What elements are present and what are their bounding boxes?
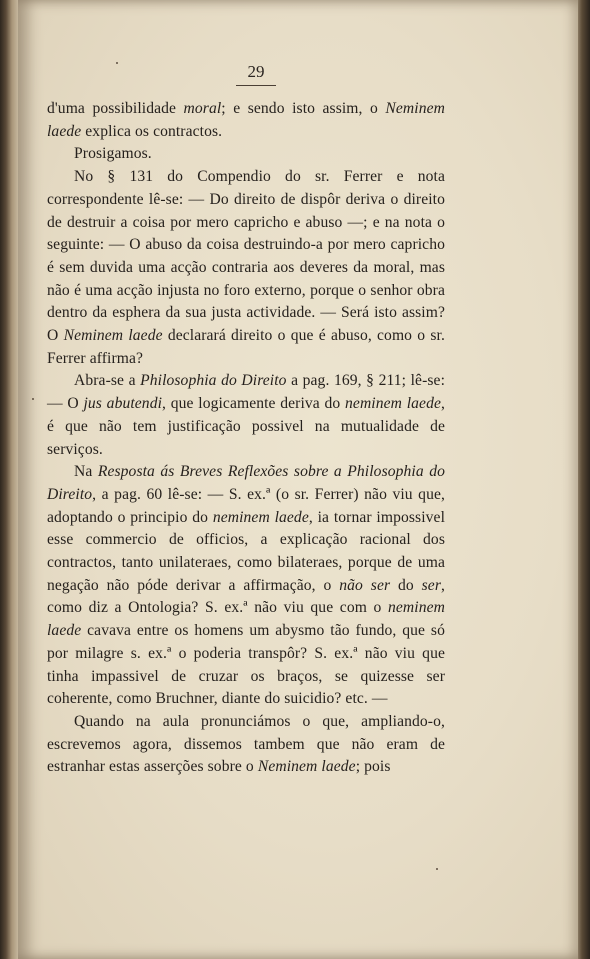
text-run: d'uma possibilidade [47,100,184,117]
italic-text-run: Neminem laede [63,327,163,345]
italic-text-run: Resposta ás Breves Reflexões sobre a Philosophia do Direito [47,463,445,503]
text-run: , ia tornar impossivel esse commercio de officios, a explicação racional dos contractos, tanto unilateraes, como bilateraes, porque de uma negação não póde derivar a affirmação, o [47,508,445,594]
ink-speck [32,398,34,400]
paragraph [47,461,445,711]
italic-text-run: Neminem laede [257,758,356,776]
paragraph [47,143,445,166]
text-run: cavava entre os homens um abysmo tão fundo, que só por milagre s. ex.ª o poderia transpôr? S. ex.ª não viu que tinha impassivel de cruzar os braços, se quizesse ser coherente, como Bruchner, diante do suicidio? etc. — [47,622,445,708]
page-number-rule [236,85,276,86]
text-run: declarará direito o que é abuso, como o sr. Ferrer affirma? [47,327,445,367]
italic-text-run: Philosophia do Direito [140,372,287,390]
text-run: a pag. 169, § 211; lê-se: — O [47,372,445,413]
text-run: ; e sendo isto assim, o [221,100,386,117]
text-run: No § 131 do Compendio do sr. Ferrer e nota correspondente lê-se: — Do direito de dispôr deriva o direito de destruir a coisa por mero capricho e abuso —; e na nota o seguinte: — O abuso da coisa destruindo-a por mero capricho é sem duvida uma acção contraria aos deveres da moral, mas não é uma acção injusta no foro externo, porque o senhor obra dentro da esphera da sua justa actividade. — Será isto assim? O [47,168,445,345]
paragraph [47,166,445,370]
italic-text-run: jus abutendi [83,395,163,413]
text-run: , a pag. 60 lê-se: — S. ex.ª (o sr. Ferrer) não viu que, adoptando o principio do [47,485,445,526]
book-page [18,0,578,959]
ink-speck [116,62,118,64]
text-run: , é que não tem justificação possivel na mutualidade de serviços. [47,395,445,458]
text-run: Quando na aula pronunciámos o que, ampliando-o, escrevemos agora, dissemos tambem que não eram de estranhar estas asserções sobre o [47,712,445,776]
text-run: Na [74,463,98,481]
text-run: Prosigamos. [74,145,152,163]
italic-text-run: neminem laede [47,599,445,640]
text-run: , que logicamente deriva do [162,395,346,413]
italic-text-run: não ser [339,576,391,594]
ink-speck [436,868,438,870]
page-number: 29 [247,62,265,81]
italic-text-run: neminem laede [212,508,309,526]
italic-text-run: ser [421,576,441,594]
body-text [47,98,445,779]
text-run: Abra-se a [74,372,141,390]
text-run: do [390,576,422,594]
text-run: , como diz a Ontologia? S. ex.ª não viu que com o [47,576,445,617]
italic-text-run: Neminem laede [47,100,446,140]
paragraph [47,98,445,143]
text-run: explica os contractos. [81,122,223,140]
paragraph [47,370,445,461]
italic-text-run: neminem laede [345,395,441,413]
paragraph [47,711,445,779]
text-run: ; pois [355,758,391,776]
italic-text-run: moral [183,100,222,117]
